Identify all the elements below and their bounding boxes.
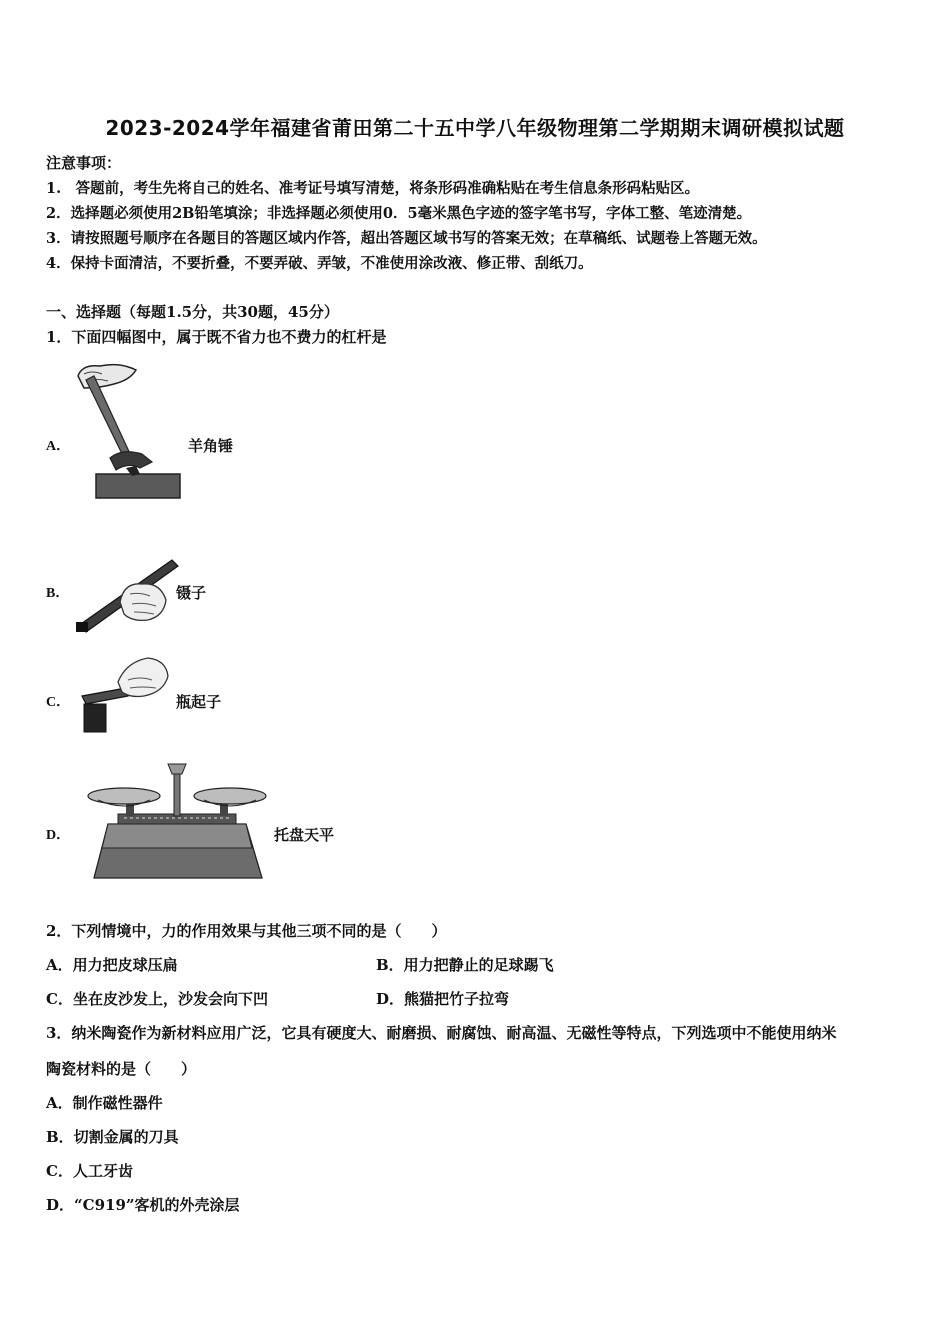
q2-stem: 2．下列情境中，力的作用效果与其他三项不同的是（ ） (46, 922, 447, 940)
q3-stem-line2: 陶瓷材料的是（ ） (46, 1060, 197, 1078)
q2-option-b: B．用力把静止的足球踢飞 (376, 956, 554, 974)
q1-option-d-name: 托盘天平 (274, 826, 335, 844)
q1-option-d-letter: D． (46, 828, 71, 843)
bottle-opener-image (78, 652, 170, 734)
q3-option-d: D．“C919”客机的外壳涂层 (46, 1196, 240, 1214)
q3-stem-line1: 3．纳米陶瓷作为新材料应用广泛，它具有硬度大、耐磨损、耐腐蚀、耐高温、无磁性等特点，下列选项中不能使用纳米 (46, 1024, 837, 1042)
balance-scale-image (84, 760, 270, 880)
q1-stem: 1．下面四幅图中，属于既不省力也不费力的杠杆是 (46, 328, 387, 346)
q3-option-c: C．人工牙齿 (46, 1162, 133, 1180)
notice-item-1: 1. 答题前，考生先将自己的姓名、准考证号填写清楚，将条形码准确粘贴在考生信息条形码粘贴区。 (46, 180, 700, 197)
notice-item-4: 4．保持卡面清洁，不要折叠，不要弄破、弄皱，不准使用涂改液、修正带、刮纸刀。 (46, 255, 593, 272)
notice-item-2: 2．选择题必须使用2B铅笔填涂；非选择题必须使用0．5毫米黑色字迹的签字笔书写，字体工整、笔迹清楚。 (46, 205, 752, 222)
q3-option-a: A．制作磁性器件 (46, 1094, 163, 1112)
claw-hammer-image (70, 358, 182, 500)
q1-option-b-name: 镊子 (176, 584, 207, 602)
page-title: 2023-2024学年福建省莆田第二十五中学八年级物理第二学期期末调研模拟试题 (105, 116, 845, 140)
notice-heading: 注意事项： (46, 154, 122, 172)
q1-option-a-name: 羊角锤 (188, 437, 234, 455)
q1-option-c-name: 瓶起子 (176, 693, 222, 711)
q1-option-a-letter: A． (46, 439, 71, 454)
notice-item-3: 3．请按照题号顺序在各题目的答题区域内作答，超出答题区域书写的答案无效；在草稿纸、试题卷上答题无效。 (46, 230, 767, 247)
q3-option-b: B．切割金属的刀具 (46, 1128, 179, 1146)
tweezers-image (74, 554, 180, 634)
section-heading: 一、选择题（每题1.5分，共30题，45分） (46, 303, 339, 321)
q2-option-c: C．坐在皮沙发上，沙发会向下凹 (46, 990, 268, 1008)
q2-option-d: D．熊猫把竹子拉弯 (376, 990, 510, 1008)
q1-option-c-letter: C． (46, 695, 71, 710)
q2-option-a: A．用力把皮球压扁 (46, 956, 178, 974)
q1-option-b-letter: B． (46, 586, 70, 601)
